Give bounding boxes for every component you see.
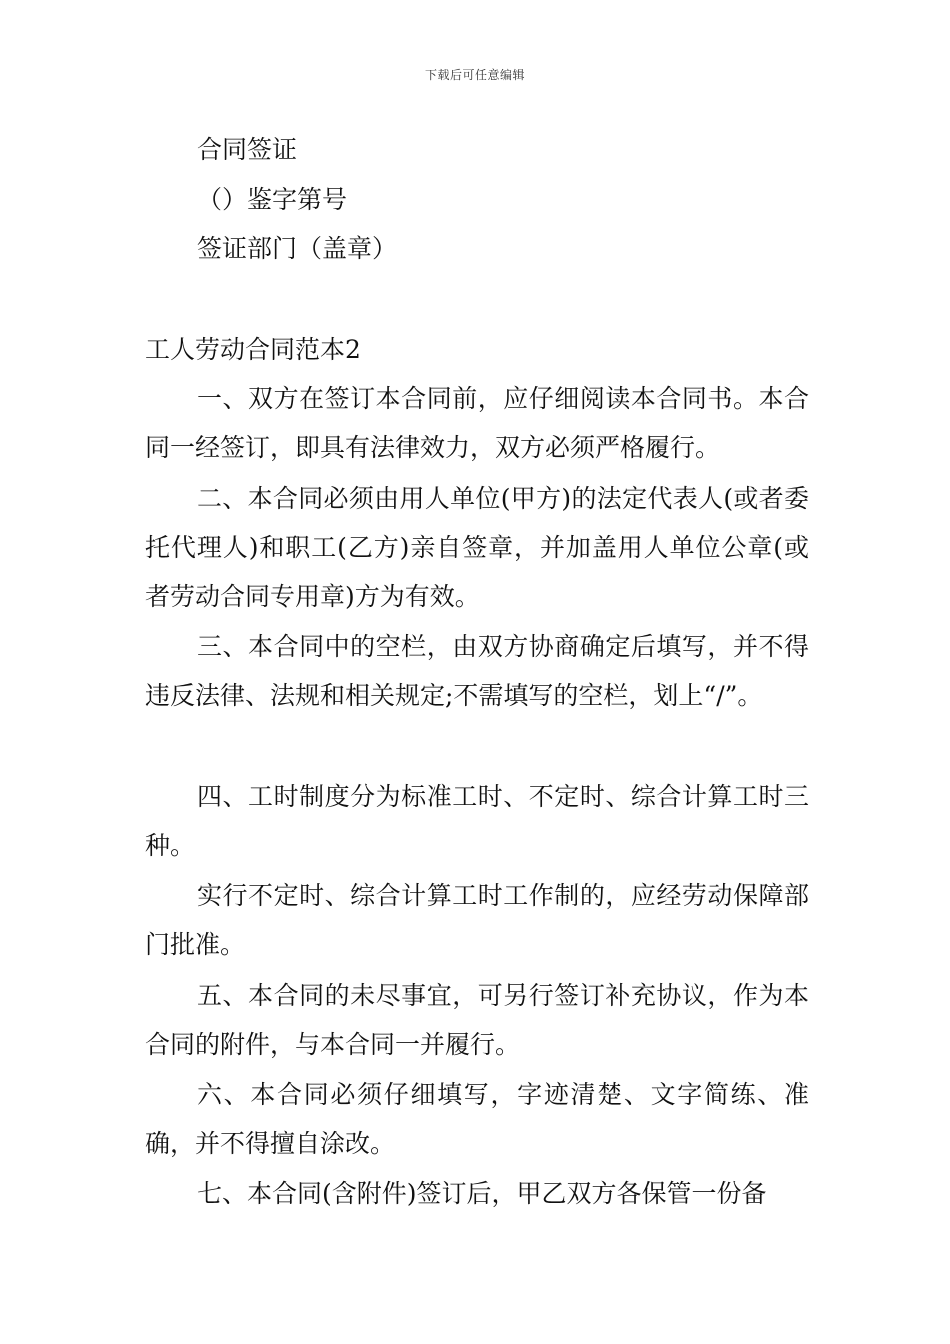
paragraph-6: 五、本合同的未尽事宜，可另行签订补充协议，作为本合同的附件，与本合同一并履行。 bbox=[145, 981, 809, 1059]
paragraph-5: 实行不定时、综合计算工时工作制的，应经劳动保障部门批准。 bbox=[145, 881, 809, 959]
paragraph-4: 四、工时制度分为标准工时、不定时、综合计算工时三种。 bbox=[145, 782, 809, 860]
header-note: 下载后可任意编辑 bbox=[424, 68, 525, 82]
paragraph-7: 六、本合同必须仔细填写，字迹清楚、文字简练、准确，并不得擅自涂改。 bbox=[145, 1080, 809, 1158]
visa-title: 合同签证 bbox=[197, 135, 298, 164]
paragraph-2: 二、本合同必须由用人单位(甲方)的法定代表人(或者委托代理人)和职工(乙方)亲自签章，并加盖用人单位公章(或者劳动合同专用章)方为有效。 bbox=[145, 484, 809, 611]
visa-department-line: 签证部门（盖章） bbox=[197, 234, 398, 263]
paragraph-8: 七、本合同(含附件)签订后，甲乙双方各保管一份备 bbox=[197, 1179, 767, 1208]
contract-heading: 工人劳动合同范本2 bbox=[145, 335, 361, 364]
paragraph-1: 一、双方在签订本合同前，应仔细阅读本合同书。本合同一经签订，即具有法律效力，双方必须严格履行。 bbox=[145, 384, 809, 462]
paragraph-3: 三、本合同中的空栏，由双方协商确定后填写，并不得违反法律、法规和相关规定;不需填写的空栏，划上“/”。 bbox=[145, 632, 809, 710]
visa-number-line: （）鉴字第号 bbox=[197, 185, 348, 214]
